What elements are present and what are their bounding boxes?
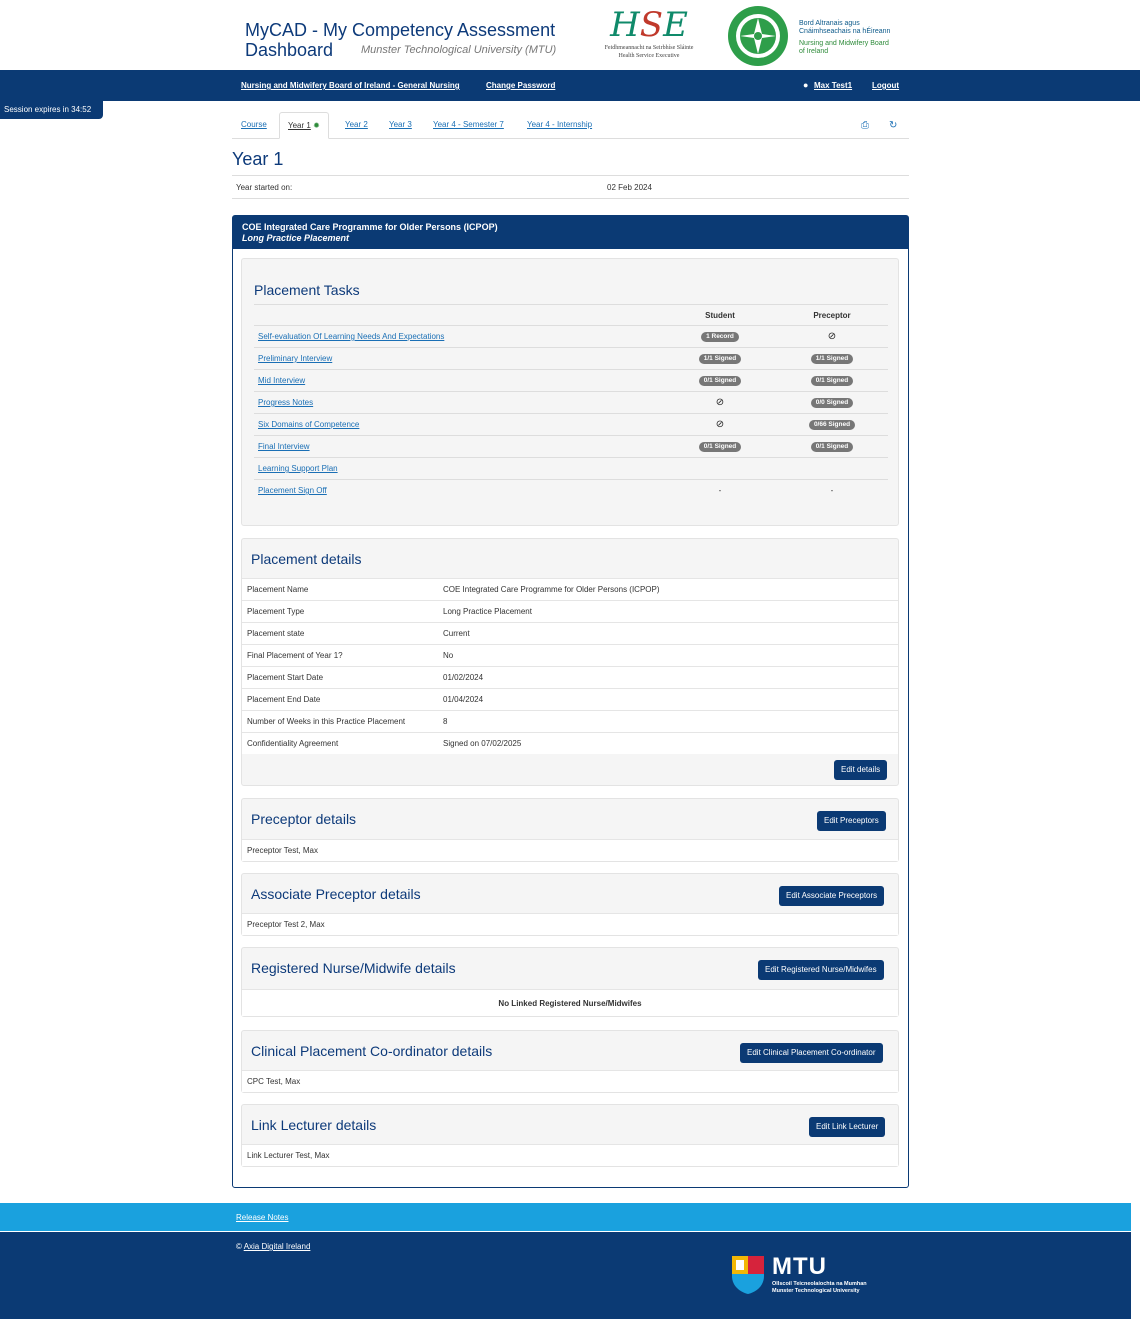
edit-details-button[interactable]: Edit details — [834, 760, 887, 780]
refresh-icon[interactable]: ↻ — [889, 120, 898, 131]
task-cell — [254, 458, 664, 480]
detail-value: No — [438, 645, 898, 667]
nmbi-logo-icon — [726, 4, 790, 68]
placement-name: COE Integrated Care Programme for Older Persons (ICPOP) — [242, 222, 498, 232]
registered-nurse-value: No Linked Registered Nurse/Midwifes — [242, 989, 898, 1016]
task-cell — [254, 326, 664, 348]
detail-value: Long Practice Placement — [438, 601, 898, 623]
task-cell — [254, 480, 664, 502]
link-lecturer-heading: Link Lecturer details — [251, 1117, 377, 1133]
placement-tasks-table — [254, 304, 888, 501]
mtu-sub2: Munster Technological University — [772, 1288, 860, 1294]
task-link[interactable]: Learning Support Plan — [258, 464, 338, 473]
copyright — [236, 1242, 310, 1251]
task-column-header — [254, 305, 664, 326]
release-notes-link[interactable]: Release Notes — [236, 1213, 289, 1222]
mtu-subtitle — [772, 1281, 922, 1295]
edit-preceptors-button[interactable]: Edit Preceptors — [817, 811, 886, 831]
status-badge: 0/1 Signed — [699, 442, 742, 452]
table-row — [254, 392, 888, 414]
hse-line2: Health Service Executive — [618, 53, 680, 59]
tab-year-4-semester-7[interactable] — [433, 112, 504, 137]
tab-year-2-link[interactable]: Year 2 — [345, 120, 368, 129]
associate-preceptor-heading: Associate Preceptor details — [251, 886, 421, 902]
edit-cpc-button[interactable]: Edit Clinical Placement Co-ordinator — [740, 1043, 883, 1063]
mtu-name: MTU — [772, 1253, 827, 1280]
divider — [232, 198, 909, 199]
detail-label: Final Placement of Year 1? — [242, 645, 438, 667]
status-badge: 1/1 Signed — [699, 354, 742, 364]
table-row — [242, 733, 898, 755]
student-status-text: - — [718, 486, 722, 495]
status-badge: 1/1 Signed — [811, 354, 854, 364]
table-row — [254, 370, 888, 392]
task-link[interactable]: Self-evaluation Of Learning Needs And Expectations — [258, 332, 445, 341]
table-row — [254, 414, 888, 436]
top-navbar — [0, 70, 1140, 101]
nav-logout-link[interactable]: Logout — [872, 81, 900, 90]
preceptor-status-cell — [776, 480, 888, 502]
page-title: Year 1 — [232, 149, 284, 169]
preceptor-heading: Preceptor details — [251, 811, 357, 827]
placement-tasks-heading: Placement Tasks — [254, 282, 360, 298]
divider — [232, 175, 909, 176]
preceptor-status-cell — [776, 414, 888, 436]
print-icon[interactable]: ⎙ — [861, 120, 869, 131]
tab-year-3[interactable] — [389, 112, 412, 137]
student-status-cell — [664, 392, 776, 414]
placement-details-section — [241, 538, 899, 786]
student-status-cell — [664, 414, 776, 436]
task-link[interactable]: Final Interview — [258, 442, 310, 451]
star-icon: ✹ — [313, 121, 320, 130]
nav-user-link[interactable]: Max Test1 — [814, 81, 853, 90]
table-row — [254, 480, 888, 502]
year-tabs — [232, 112, 909, 139]
cpc-heading: Clinical Placement Co-ordinator details — [251, 1043, 493, 1059]
table-header-row — [254, 305, 888, 326]
preceptor-value: Preceptor Test, Max — [242, 839, 898, 861]
preceptor-section — [241, 798, 899, 862]
preceptor-status-cell — [776, 458, 888, 480]
placement-details-table — [242, 578, 898, 754]
status-badge: 0/66 Signed — [809, 420, 855, 430]
student-status-cell — [664, 480, 776, 502]
cpc-section — [241, 1030, 899, 1093]
table-row — [242, 711, 898, 733]
edit-associate-preceptors-button[interactable]: Edit Associate Preceptors — [779, 886, 884, 906]
detail-value: 01/04/2024 — [438, 689, 898, 711]
task-link[interactable]: Mid Interview — [258, 376, 306, 385]
link-lecturer-value: Link Lecturer Test, Max — [242, 1144, 898, 1166]
preceptor-status-text: - — [830, 486, 834, 495]
detail-label: Number of Weeks in this Practice Placement — [242, 711, 438, 733]
student-status-cell — [664, 326, 776, 348]
table-row — [254, 458, 888, 480]
edit-registered-nurse-button[interactable]: Edit Registered Nurse/Midwifes — [758, 960, 884, 980]
tab-year-1-link[interactable]: Year 1 — [288, 121, 311, 130]
year-started-label: Year started on: — [236, 183, 293, 192]
placement-details-heading: Placement details — [251, 551, 362, 567]
hse-mark-icon: HSE — [610, 5, 688, 45]
student-status-cell — [664, 348, 776, 370]
status-badge: 1 Record — [701, 332, 739, 342]
student-status-cell — [664, 370, 776, 392]
hse-line1: Feidhmeannacht na Seirbhíse Sláinte — [604, 45, 694, 51]
session-timer: Session expires in 34:52 — [0, 101, 103, 119]
status-badge: 0/1 Signed — [811, 376, 854, 386]
preceptor-status-cell — [776, 370, 888, 392]
tab-year-4-internship-link[interactable]: Year 4 - Internship — [527, 120, 593, 129]
link-lecturer-section — [241, 1104, 899, 1167]
detail-label: Placement Name — [242, 579, 438, 601]
task-link[interactable]: Placement Sign Off — [258, 486, 327, 495]
tab-year-3-link[interactable]: Year 3 — [389, 120, 412, 129]
user-icon: ● — [803, 80, 809, 90]
status-badge: 0/1 Signed — [699, 376, 742, 386]
student-status-cell — [664, 436, 776, 458]
hse-logo — [600, 6, 698, 60]
nmbi-line3: Nursing and Midwifery Board — [799, 40, 889, 47]
app-title-line1: MyCAD - My Competency Assessment — [245, 20, 556, 40]
detail-label: Placement state — [242, 623, 438, 645]
mtu-sub1: Ollscoil Teicneolaíochta na Mumhan — [772, 1281, 867, 1287]
table-row — [242, 579, 898, 601]
detail-value: 01/02/2024 — [438, 667, 898, 689]
table-row — [254, 326, 888, 348]
preceptor-status-cell — [776, 326, 888, 348]
placement-panel-header — [233, 216, 908, 249]
nav-program-link[interactable]: Nursing and Midwifery Board of Ireland - General Nursing — [241, 81, 460, 90]
year-started-value: 02 Feb 2024 — [607, 183, 652, 192]
edit-link-lecturer-button[interactable]: Edit Link Lecturer — [809, 1117, 885, 1137]
detail-label: Placement Start Date — [242, 667, 438, 689]
table-row — [254, 348, 888, 370]
placement-type: Long Practice Placement — [242, 233, 350, 243]
status-badge: 0/0 Signed — [811, 398, 854, 408]
detail-value: Signed on 07/02/2025 — [438, 733, 898, 755]
table-row — [242, 623, 898, 645]
not-applicable-icon: ⊘ — [827, 331, 837, 342]
app-title-line2: Dashboard — [245, 40, 334, 60]
associate-preceptor-value: Preceptor Test 2, Max — [242, 913, 898, 935]
footer-top — [0, 1203, 1131, 1231]
registered-nurse-section — [241, 947, 899, 1017]
tab-year-1[interactable] — [279, 112, 329, 139]
nmbi-text — [799, 20, 899, 56]
table-row — [242, 601, 898, 623]
task-link[interactable]: Preliminary Interview — [258, 354, 333, 363]
task-cell — [254, 436, 664, 458]
table-row — [242, 645, 898, 667]
cpc-value: CPC Test, Max — [242, 1070, 898, 1092]
not-applicable-icon: ⊘ — [715, 419, 725, 430]
nav-change-password-link[interactable]: Change Password — [486, 81, 556, 90]
table-row — [254, 436, 888, 458]
detail-label: Placement End Date — [242, 689, 438, 711]
associate-preceptor-section — [241, 873, 899, 936]
detail-value: COE Integrated Care Programme for Older Persons (ICPOP) — [438, 579, 898, 601]
tab-course[interactable] — [241, 112, 267, 137]
footer-bottom — [0, 1232, 1131, 1319]
task-cell — [254, 414, 664, 436]
task-link[interactable]: Six Domains of Competence — [258, 420, 360, 429]
tab-year-4-semester-7-link[interactable]: Year 4 - Semester 7 — [433, 120, 504, 129]
task-cell — [254, 370, 664, 392]
detail-value: Current — [438, 623, 898, 645]
not-applicable-icon: ⊘ — [715, 397, 725, 408]
tab-course-link[interactable]: Course — [241, 120, 267, 129]
detail-value: 8 — [438, 711, 898, 733]
detail-label: Placement Type — [242, 601, 438, 623]
task-link[interactable]: Progress Notes — [258, 398, 314, 407]
detail-label: Confidentiality Agreement — [242, 733, 438, 755]
preceptor-status-cell — [776, 392, 888, 414]
axia-link[interactable]: Axia Digital Ireland — [243, 1242, 311, 1251]
task-cell — [254, 348, 664, 370]
tab-year-2[interactable] — [345, 112, 368, 137]
table-row — [242, 667, 898, 689]
copyright-symbol: © — [236, 1242, 242, 1251]
student-column-header: Student — [664, 305, 776, 326]
app-subtitle: Munster Technological University (MTU) — [361, 44, 557, 56]
task-cell — [254, 392, 664, 414]
status-badge: 0/1 Signed — [811, 442, 854, 452]
nmbi-line1: Bord Altranais agus — [799, 20, 860, 27]
preceptor-status-cell — [776, 436, 888, 458]
preceptor-column-header: Preceptor — [776, 305, 888, 326]
student-status-cell — [664, 458, 776, 480]
tab-year-4-internship[interactable] — [527, 112, 592, 137]
nmbi-line4: of Ireland — [799, 48, 829, 55]
nmbi-line2: Cnáimhseachais na hÉireann — [799, 28, 891, 35]
preceptor-status-cell — [776, 348, 888, 370]
table-row — [242, 689, 898, 711]
placement-tasks-section — [241, 258, 899, 526]
mtu-shield-icon — [730, 1254, 766, 1294]
registered-nurse-heading: Registered Nurse/Midwife details — [251, 960, 456, 976]
